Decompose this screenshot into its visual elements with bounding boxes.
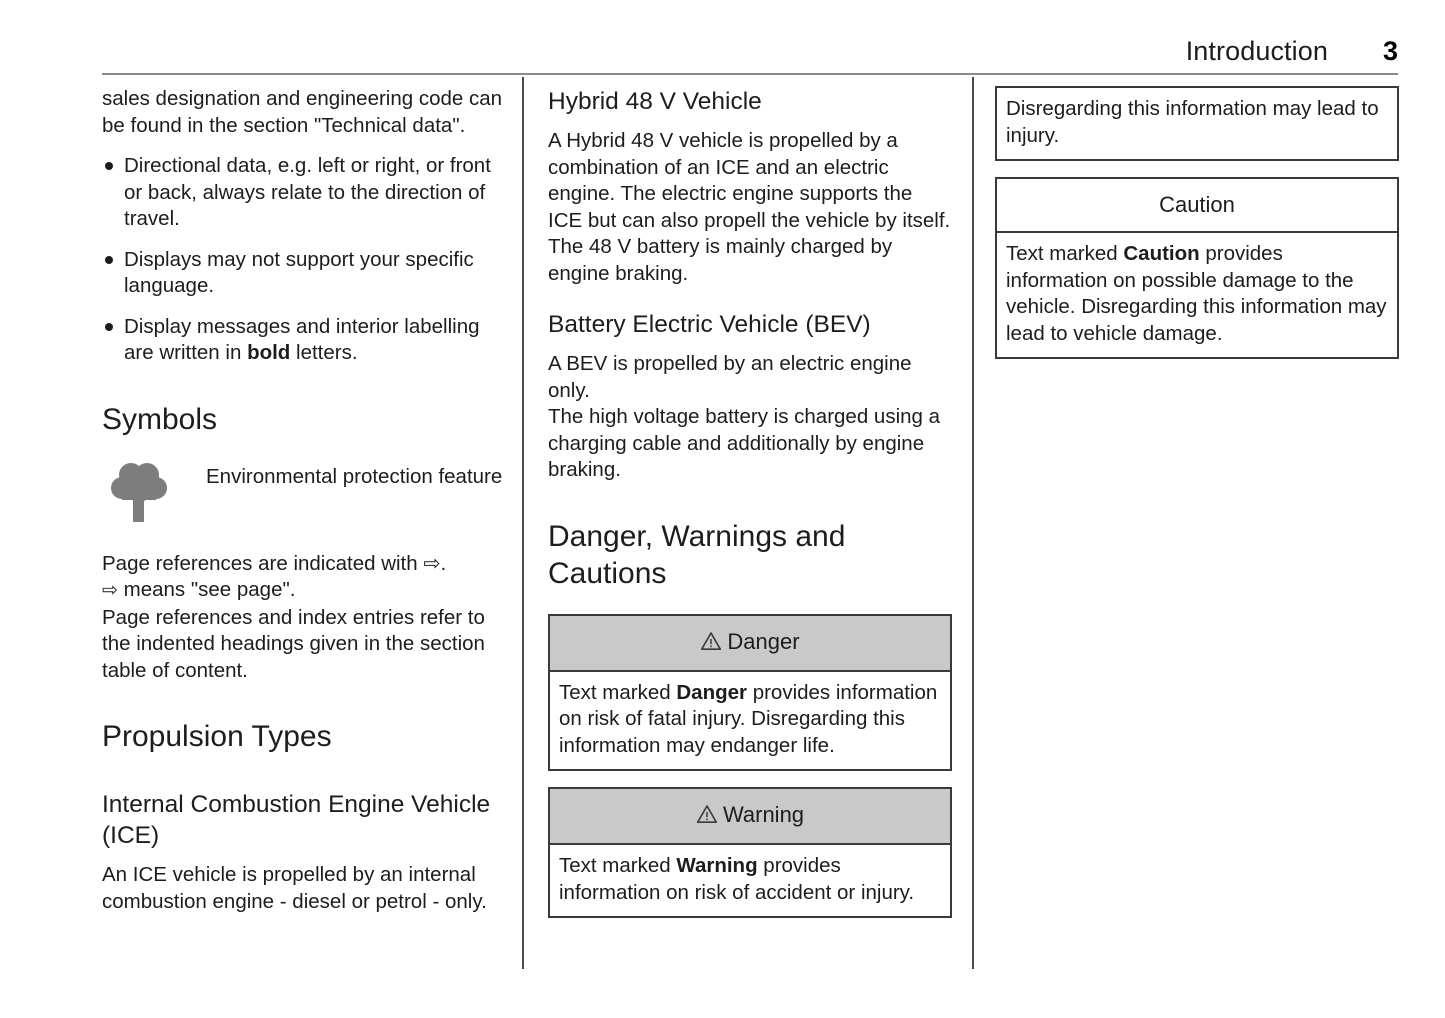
page-reference-line-1: Page references are indicated with ⇨. <box>102 551 447 575</box>
header-divider-rule <box>102 73 1398 75</box>
danger-notice-header <box>550 616 950 672</box>
caution-notice-header <box>997 179 1397 233</box>
danger-notice-label: Danger <box>727 628 800 654</box>
danger-body-suffix: provides information on risk of fatal injury. Disregarding this information may endanger life. <box>559 680 938 757</box>
warning-notice-label: Warning <box>722 802 805 827</box>
caution-body-prefix: Text marked <box>1006 242 1124 265</box>
danger-notice-box <box>548 614 952 772</box>
symbol-legend-row <box>102 460 506 529</box>
caution-body-suffix: provides information on possible damage to the vehicle. Disregarding this information may lead to vehicle damage. <box>1006 242 1387 345</box>
heading-ice-vehicle: Internal Combustion Engine Vehicle (ICE) <box>102 791 491 849</box>
intro-bullet-list <box>102 153 506 367</box>
warning-notice-box <box>548 787 952 918</box>
ice-body-paragraph: An ICE vehicle is propelled by an internal combustion engine - diesel or petrol - only. <box>102 863 487 913</box>
column-3 <box>995 86 1399 978</box>
caution-notice-body <box>997 233 1397 357</box>
list-item-text-bold: bold <box>247 341 291 364</box>
page-reference-line-3: Page references and index entries refer to the indented headings given in the section table of content. <box>102 605 485 682</box>
danger-notice-body <box>550 672 950 770</box>
tree-icon <box>102 460 206 529</box>
bev-body-line-1: A BEV is propelled by an electric engine only. <box>548 352 912 402</box>
column-divider-1 <box>522 77 524 969</box>
heading-hybrid-48v: Hybrid 48 V Vehicle <box>548 88 762 115</box>
warning-notice-body <box>550 845 950 916</box>
list-item: Displays may not support your specific language. <box>102 247 506 300</box>
page-title: Introduction <box>1185 36 1328 66</box>
page-header <box>102 36 1398 74</box>
list-item-text-suffix: letters. <box>290 341 358 364</box>
page-number: 3 <box>1382 36 1398 66</box>
column-container <box>102 86 1398 978</box>
warning-body-suffix: provides information on risk of accident or injury. <box>559 854 915 904</box>
symbol-caption: Environmental protection feature <box>206 464 503 488</box>
danger-body-bold: Danger <box>676 680 747 704</box>
heading-propulsion-types: Propulsion Types <box>102 720 332 753</box>
heading-symbols: Symbols <box>102 402 218 436</box>
list-item <box>102 314 506 367</box>
list-item-text-prefix: Display messages and interior labelling are written in <box>124 314 480 364</box>
warning-triangle-icon <box>700 630 722 657</box>
intro-continuation-paragraph: sales designation and engineering code can be found in the section "Technical data". <box>102 87 503 137</box>
warning-notice-header <box>550 789 950 845</box>
hybrid-body-paragraph: A Hybrid 48 V vehicle is propelled by a combination of an ICE and an electric engine. The electric engine supports the ICE but can also propell the vehicle by itself. The 48 V battery is mainly charged by engine braking. <box>548 129 951 285</box>
caution-body-bold: Caution <box>1123 242 1200 265</box>
right-arrow-icon: ⇨ <box>102 580 118 601</box>
column-1 <box>102 86 506 978</box>
page-reference-line-2-text: means "see page". <box>117 578 296 601</box>
caution-notice-label: Caution <box>1159 192 1235 217</box>
page-reference-line-2 <box>102 577 506 605</box>
heading-danger-warnings-cautions: Danger, Warnings and Cautions <box>548 519 846 590</box>
heading-bev: Battery Electric Vehicle (BEV) <box>548 311 871 338</box>
column-2 <box>548 86 952 978</box>
caution-notice-box <box>995 177 1399 359</box>
column-divider-2 <box>972 77 974 969</box>
warning-body-bold: Warning <box>676 854 758 877</box>
bev-body-line-2: The high voltage battery is charged using a charging cable and additionally by engine braking. <box>548 405 941 481</box>
warning-body-prefix: Text marked <box>559 854 677 877</box>
warning-continuation-box: Disregarding this information may lead to injury. <box>995 86 1399 161</box>
warning-triangle-icon <box>696 803 718 830</box>
danger-body-prefix: Text marked <box>559 680 677 704</box>
list-item: Directional data, e.g. left or right, or front or back, always relate to the direction of travel. <box>102 153 506 233</box>
